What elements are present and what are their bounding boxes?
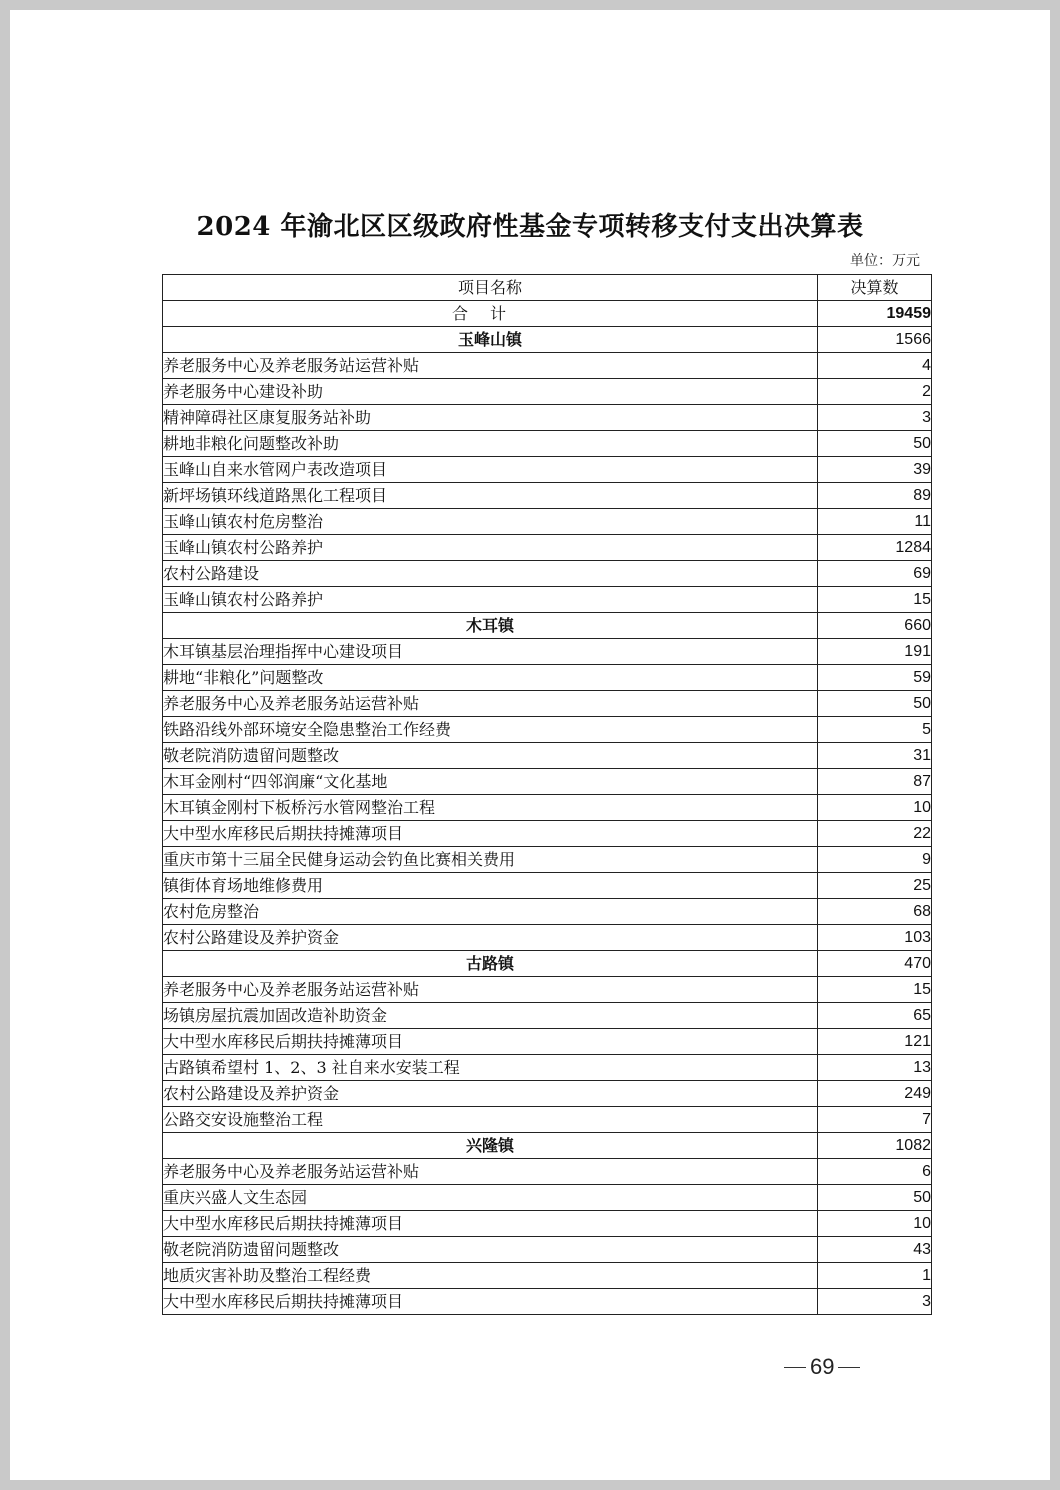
budget-table xyxy=(162,274,932,1315)
item-value: 1284 xyxy=(818,535,932,561)
table-row xyxy=(163,535,932,561)
item-name: 木耳镇基层治理指挥中心建设项目 xyxy=(163,639,818,665)
item-value: 87 xyxy=(818,769,932,795)
item-name: 铁路沿线外部环境安全隐患整治工作经费 xyxy=(163,717,818,743)
item-value: 191 xyxy=(818,639,932,665)
section-name: 兴隆镇 xyxy=(163,1133,818,1159)
item-name: 耕地“非粮化”问题整改 xyxy=(163,665,818,691)
table-row xyxy=(163,379,932,405)
table-row xyxy=(163,1055,932,1081)
item-value: 39 xyxy=(818,457,932,483)
table-row xyxy=(163,1211,932,1237)
item-value: 4 xyxy=(818,353,932,379)
header-final-amount: 决算数 xyxy=(818,275,932,301)
table-row xyxy=(163,639,932,665)
item-value: 3 xyxy=(818,405,932,431)
table-row xyxy=(163,457,932,483)
item-value: 9 xyxy=(818,847,932,873)
section-row xyxy=(163,1133,932,1159)
document-page xyxy=(10,10,1050,1480)
item-name: 农村公路建设及养护资金 xyxy=(163,925,818,951)
item-name: 重庆兴盛人文生态园 xyxy=(163,1185,818,1211)
section-row xyxy=(163,327,932,353)
item-value: 69 xyxy=(818,561,932,587)
item-value: 121 xyxy=(818,1029,932,1055)
page-number xyxy=(780,1354,864,1380)
item-value: 3 xyxy=(818,1289,932,1315)
item-name: 养老服务中心及养老服务站运营补贴 xyxy=(163,691,818,717)
section-value: 1566 xyxy=(818,327,932,353)
item-value: 68 xyxy=(818,899,932,925)
table-row xyxy=(163,1159,932,1185)
table-row xyxy=(163,1003,932,1029)
item-name: 公路交安设施整治工程 xyxy=(163,1107,818,1133)
item-name: 大中型水库移民后期扶持摊薄项目 xyxy=(163,1289,818,1315)
item-value: 10 xyxy=(818,795,932,821)
section-value: 1082 xyxy=(818,1133,932,1159)
item-value: 249 xyxy=(818,1081,932,1107)
item-name: 古路镇希望村 1、2、3 社自来水安装工程 xyxy=(163,1055,818,1081)
item-value: 89 xyxy=(818,483,932,509)
item-value: 15 xyxy=(818,977,932,1003)
page-number-dash-left xyxy=(784,1367,806,1368)
item-name: 敬老院消防遗留问题整改 xyxy=(163,1237,818,1263)
table-row xyxy=(163,665,932,691)
item-name: 精神障碍社区康复服务站补助 xyxy=(163,405,818,431)
page-number-text: 69 xyxy=(810,1354,835,1379)
section-name: 木耳镇 xyxy=(163,613,818,639)
item-name: 敬老院消防遗留问题整改 xyxy=(163,743,818,769)
item-name: 镇街体育场地维修费用 xyxy=(163,873,818,899)
unit-label: 单位：万元 xyxy=(850,253,920,269)
item-name: 地质灾害补助及整治工程经费 xyxy=(163,1263,818,1289)
table-row xyxy=(163,977,932,1003)
item-name: 农村公路建设及养护资金 xyxy=(163,1081,818,1107)
item-name: 玉峰山镇农村公路养护 xyxy=(163,587,818,613)
table-header-row xyxy=(163,275,932,301)
table-row xyxy=(163,483,932,509)
item-value: 2 xyxy=(818,379,932,405)
item-value: 43 xyxy=(818,1237,932,1263)
section-row xyxy=(163,613,932,639)
table-row xyxy=(163,509,932,535)
item-value: 11 xyxy=(818,509,932,535)
item-name: 大中型水库移民后期扶持摊薄项目 xyxy=(163,1029,818,1055)
item-value: 65 xyxy=(818,1003,932,1029)
table-row xyxy=(163,1029,932,1055)
total-row xyxy=(163,301,932,327)
table-row xyxy=(163,1107,932,1133)
table-row xyxy=(163,1237,932,1263)
table-row xyxy=(163,691,932,717)
section-row xyxy=(163,951,932,977)
section-value: 660 xyxy=(818,613,932,639)
item-name: 玉峰山自来水管网户表改造项目 xyxy=(163,457,818,483)
table-body xyxy=(163,301,932,1315)
table-row xyxy=(163,1263,932,1289)
table-row xyxy=(163,821,932,847)
item-name: 场镇房屋抗震加固改造补助资金 xyxy=(163,1003,818,1029)
total-value: 19459 xyxy=(818,301,932,327)
item-value: 13 xyxy=(818,1055,932,1081)
total-label: 合计 xyxy=(163,301,818,327)
item-name: 养老服务中心及养老服务站运营补贴 xyxy=(163,977,818,1003)
item-name: 养老服务中心及养老服务站运营补贴 xyxy=(163,1159,818,1185)
table-row xyxy=(163,561,932,587)
table-row xyxy=(163,769,932,795)
page-title: 2024 年渝北区区级政府性基金专项转移支付支出决算表 xyxy=(196,212,864,242)
section-value: 470 xyxy=(818,951,932,977)
table-row xyxy=(163,353,932,379)
table-row xyxy=(163,847,932,873)
item-value: 31 xyxy=(818,743,932,769)
item-value: 7 xyxy=(818,1107,932,1133)
item-name: 重庆市第十三届全民健身运动会钓鱼比赛相关费用 xyxy=(163,847,818,873)
table-row xyxy=(163,743,932,769)
item-value: 15 xyxy=(818,587,932,613)
item-name: 新坪场镇环线道路黑化工程项目 xyxy=(163,483,818,509)
item-value: 5 xyxy=(818,717,932,743)
item-name: 耕地非粮化问题整改补助 xyxy=(163,431,818,457)
table-row xyxy=(163,717,932,743)
item-name: 玉峰山镇农村危房整治 xyxy=(163,509,818,535)
item-name: 养老服务中心建设补助 xyxy=(163,379,818,405)
section-name: 古路镇 xyxy=(163,951,818,977)
table-row xyxy=(163,1185,932,1211)
header-project-name: 项目名称 xyxy=(163,275,818,301)
item-name: 木耳镇金刚村下板桥污水管网整治工程 xyxy=(163,795,818,821)
item-value: 50 xyxy=(818,691,932,717)
item-name: 养老服务中心及养老服务站运营补贴 xyxy=(163,353,818,379)
table-row xyxy=(163,873,932,899)
table-row xyxy=(163,899,932,925)
table-row xyxy=(163,1289,932,1315)
item-name: 大中型水库移民后期扶持摊薄项目 xyxy=(163,821,818,847)
table-row xyxy=(163,925,932,951)
table-row xyxy=(163,405,932,431)
section-name: 玉峰山镇 xyxy=(163,327,818,353)
table-row xyxy=(163,1081,932,1107)
table-row xyxy=(163,587,932,613)
page-number-dash-right xyxy=(838,1367,860,1368)
item-name: 玉峰山镇农村公路养护 xyxy=(163,535,818,561)
item-value: 25 xyxy=(818,873,932,899)
item-value: 59 xyxy=(818,665,932,691)
item-value: 10 xyxy=(818,1211,932,1237)
item-value: 6 xyxy=(818,1159,932,1185)
item-name: 木耳金刚村“四邻润廉“文化基地 xyxy=(163,769,818,795)
item-name: 农村危房整治 xyxy=(163,899,818,925)
item-value: 22 xyxy=(818,821,932,847)
item-value: 50 xyxy=(818,431,932,457)
item-value: 103 xyxy=(818,925,932,951)
item-value: 1 xyxy=(818,1263,932,1289)
item-name: 大中型水库移民后期扶持摊薄项目 xyxy=(163,1211,818,1237)
table-row xyxy=(163,795,932,821)
item-value: 50 xyxy=(818,1185,932,1211)
table-row xyxy=(163,431,932,457)
item-name: 农村公路建设 xyxy=(163,561,818,587)
